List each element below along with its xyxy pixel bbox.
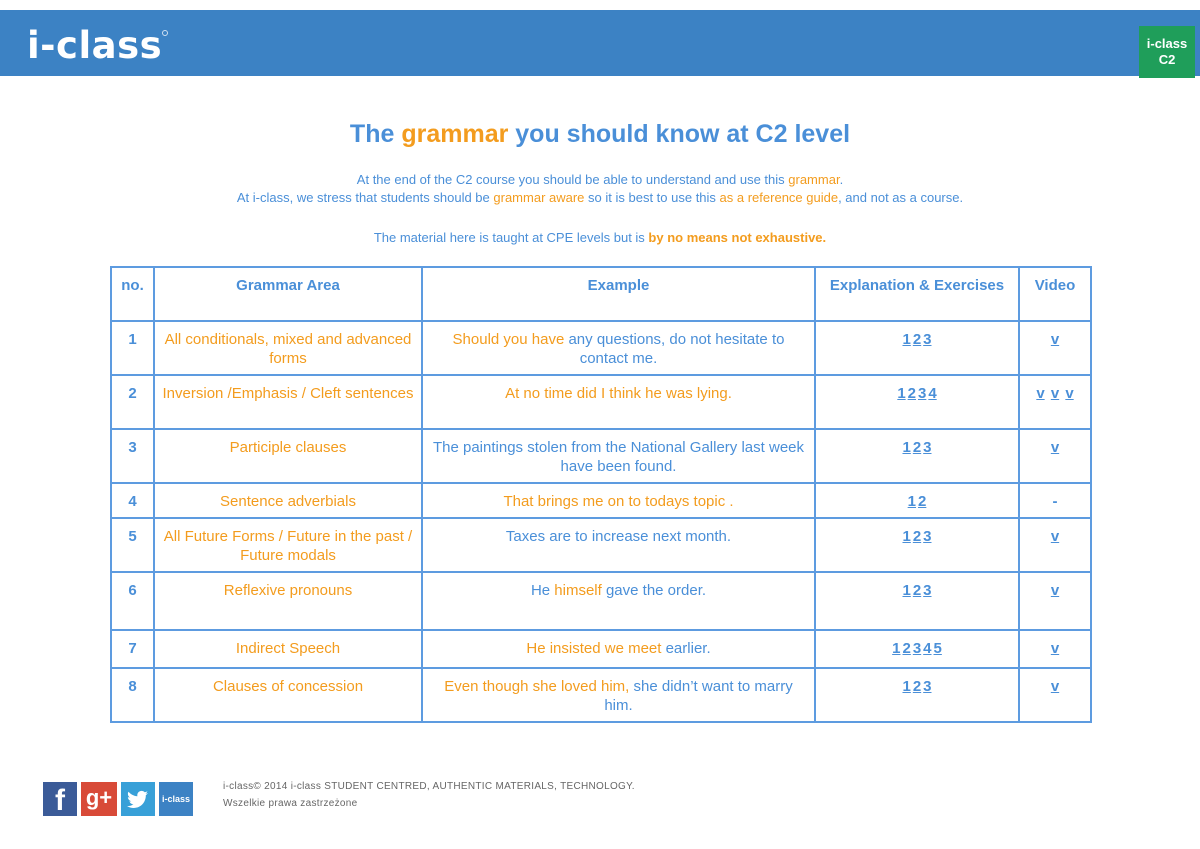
example-part-a: He [530,582,555,599]
intro-line-2 [0,190,1200,205]
example-part-c: gave the order. [605,582,707,599]
trademark-icon [162,30,168,36]
video-link[interactable]: v [1050,678,1060,695]
intro-line-3 [0,230,1200,245]
example-cell [422,429,815,483]
table-row [111,483,1091,518]
exercise-link[interactable]: 1 [902,582,911,599]
exercise-link[interactable]: 3 [923,582,932,599]
table-row [111,572,1091,630]
table-row [111,518,1091,572]
example-highlight: The paintings stolen [432,439,572,456]
example-part-a: He [526,640,550,657]
header-explanation: Explanation & Exercises [815,267,1019,321]
title-highlight: grammar [401,120,509,148]
exercise-link[interactable]: 4 [923,640,932,657]
exercise-link[interactable]: 3 [923,528,932,545]
video-link[interactable]: v [1065,385,1074,402]
exercise-link[interactable]: 4 [928,385,937,402]
exercise-link[interactable]: 1 [902,439,911,456]
level-badge [1139,26,1195,78]
grammar-area: All Future Forms / Future in the past / Future modals [154,518,422,572]
twitter-bird-icon [121,782,155,816]
table-row [111,630,1091,668]
exercise-link[interactable]: 2 [912,678,922,695]
exercise-link[interactable]: 2 [912,582,922,599]
facebook-icon[interactable]: f [43,782,77,816]
exercise-link[interactable]: 1 [902,331,911,348]
header-example: Example [422,267,815,321]
badge-brand: i-class [1146,36,1188,51]
example-rest: from the National Gallery last week have been found. [560,439,805,475]
intro-line-1 [0,172,1200,187]
table-row [111,668,1091,722]
exercise-link[interactable]: 3 [923,331,932,348]
video-link[interactable]: v [1050,582,1060,599]
title-part1: The [349,120,402,148]
example-rest: increase next month. [591,528,732,545]
badge-level: C2 [1158,52,1176,67]
row-number: 5 [111,518,154,572]
intro2-a: At i-class, we stress that students should be [236,190,494,205]
example-highlight: That brings me on to todays topic . [503,493,734,510]
explanation-links [815,518,1019,572]
grammar-area: Inversion /Emphasis / Cleft sentences [154,375,422,429]
table-row [111,375,1091,429]
exercise-link[interactable]: 2 [907,385,916,402]
row-number: 1 [111,321,154,375]
row-number: 2 [111,375,154,429]
iclass-social-icon[interactable]: i-class [159,782,193,816]
video-links [1019,375,1091,429]
exercise-link[interactable]: 2 [902,640,911,657]
example-cell [422,572,815,630]
header-banner [0,10,1200,76]
example-highlight: himself [554,582,606,599]
example-rest: he was lying. [645,385,732,402]
example-rest: she didn’t want to marry him. [604,678,793,714]
table-row [111,429,1091,483]
exercise-link[interactable]: 2 [912,331,922,348]
intro3-b: by no means not exhaustive. [648,230,827,245]
video-none: - [1019,483,1091,518]
exercise-link[interactable]: 2 [912,439,922,456]
example-cell [422,518,815,572]
video-links [1019,321,1091,375]
intro1-b: grammar [788,172,840,187]
exercise-link[interactable]: 1 [902,528,911,545]
example-highlight: At no time did I think [505,385,646,402]
row-number: 7 [111,630,154,668]
row-number: 8 [111,668,154,722]
video-link[interactable]: v [1036,385,1045,402]
example-cell [422,375,815,429]
explanation-links [815,429,1019,483]
googleplus-icon[interactable]: g+ [81,782,117,816]
grammar-area: Clauses of concession [154,668,422,722]
iclass-logo[interactable]: i-class [27,24,163,67]
intro3-a: The material here is taught at CPE levels but is [373,230,649,245]
exercise-link[interactable]: 2 [918,493,927,510]
example-cell [422,321,815,375]
example-cell [422,630,815,668]
table-header-row [111,267,1091,321]
intro2-e: , and not as a course. [838,190,964,205]
explanation-links [815,668,1019,722]
explanation-links [815,630,1019,668]
exercise-link[interactable]: 1 [897,385,906,402]
example-highlight: Taxes are to [505,528,592,545]
exercise-link[interactable]: 3 [912,640,922,657]
example-rest: any questions, do not hesitate to contact me. [568,331,785,367]
example-highlight: Even though she loved him, [444,678,634,695]
header-no: no. [111,267,154,321]
explanation-links [815,321,1019,375]
row-number: 4 [111,483,154,518]
exercise-link[interactable]: 1 [902,678,911,695]
intro1-c: . [839,172,844,187]
example-cell [422,483,815,518]
intro2-c: so it is best to use this [584,190,720,205]
grammar-table [110,266,1092,723]
grammar-area: Sentence adverbials [154,483,422,518]
example-cell [422,668,815,722]
title-part2: you should know at C2 level [508,120,851,148]
video-link[interactable]: v [1050,528,1060,545]
video-links [1019,429,1091,483]
grammar-area: Indirect Speech [154,630,422,668]
example-highlight: insisted we meet [549,640,666,657]
explanation-links [815,483,1019,518]
video-link[interactable]: v [1050,640,1060,657]
grammar-area: Participle clauses [154,429,422,483]
video-links [1019,630,1091,668]
exercise-link[interactable]: 5 [933,640,942,657]
example-part-c: earlier. [665,640,711,657]
table-row [111,321,1091,375]
intro2-b: grammar aware [493,190,585,205]
grammar-area: All conditionals, mixed and advanced forms [154,321,422,375]
video-link[interactable]: v [1050,331,1060,348]
exercise-link[interactable]: 3 [923,439,932,456]
exercise-link[interactable]: 1 [907,493,916,510]
video-links [1019,518,1091,572]
video-links [1019,572,1091,630]
example-highlight: Should you have [452,331,569,348]
twitter-icon[interactable] [121,782,155,816]
exercise-link[interactable]: 2 [912,528,922,545]
row-number: 3 [111,429,154,483]
footer-copyright: i-class© 2014 i-class STUDENT CENTRED, AUTHENTIC MATERIALS, TECHNOLOGY. [223,781,635,792]
header-video: Video [1019,267,1091,321]
explanation-links [815,572,1019,630]
grammar-area: Reflexive pronouns [154,572,422,630]
intro2-d: as a reference guide [719,190,839,205]
video-link[interactable]: v [1050,385,1060,402]
exercise-link[interactable]: 3 [918,385,927,402]
intro1-a: At the end of the C2 course you should be able to understand and use this [356,172,789,187]
exercise-link[interactable]: 3 [923,678,932,695]
video-links [1019,668,1091,722]
exercise-link[interactable]: 1 [892,640,901,657]
row-number: 6 [111,572,154,630]
header-area: Grammar Area [154,267,422,321]
page-title [0,120,1200,149]
explanation-links [815,375,1019,429]
footer-rights: Wszelkie prawa zastrzeżone [223,798,358,809]
video-link[interactable]: v [1050,439,1060,456]
